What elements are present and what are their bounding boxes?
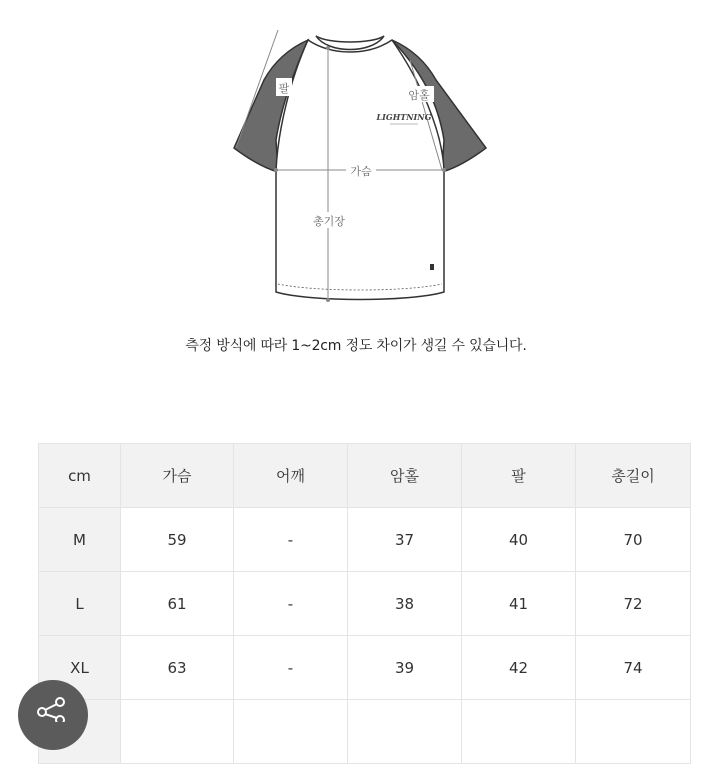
table-cell: 41 [462, 572, 576, 636]
size-label: XL [39, 636, 121, 700]
hem-tag [430, 264, 434, 270]
table-cell [348, 700, 462, 764]
header-unit: cm [39, 444, 121, 508]
table-cell: - [234, 508, 348, 572]
size-table [38, 443, 691, 764]
tshirt-diagram [220, 20, 500, 310]
size-label: M [39, 508, 121, 572]
table-cell: 74 [576, 636, 691, 700]
chest-label: 가슴 [350, 165, 372, 178]
table-cell: 40 [462, 508, 576, 572]
table-cell: 72 [576, 572, 691, 636]
table-cell [576, 700, 691, 764]
header-chest: 가슴 [121, 444, 234, 508]
table-cell [121, 700, 234, 764]
table-cell: 42 [462, 636, 576, 700]
header-sleeve: 팔 [462, 444, 576, 508]
header-armhole: 암홀 [348, 444, 462, 508]
share-button[interactable] [18, 680, 88, 750]
table-cell: 70 [576, 508, 691, 572]
table-cell: 59 [121, 508, 234, 572]
table-cell: - [234, 636, 348, 700]
table-cell: 63 [121, 636, 234, 700]
table-header-row [39, 444, 691, 508]
table-cell: - [234, 572, 348, 636]
header-total-length: 총길이 [576, 444, 691, 508]
table-cell: 39 [348, 636, 462, 700]
brand-print: LIGHTNING [376, 112, 432, 122]
table-cell: 37 [348, 508, 462, 572]
total-length-label: 총기장 [313, 215, 345, 228]
table-row [39, 572, 691, 636]
table-cell: 38 [348, 572, 462, 636]
armhole-label: 암홀 [408, 89, 430, 102]
size-label: L [39, 572, 121, 636]
share-icon [34, 692, 70, 722]
header-shoulder: 어깨 [234, 444, 348, 508]
table-row [39, 636, 691, 700]
table-row [39, 700, 691, 764]
table-cell [234, 700, 348, 764]
measurement-notice: 측정 방식에 따라 1~2cm 정도 차이가 생길 수 있습니다. [185, 338, 527, 354]
sleeve-label: 팔 [278, 82, 290, 95]
table-cell [462, 700, 576, 764]
table-row [39, 508, 691, 572]
table-cell: 61 [121, 572, 234, 636]
